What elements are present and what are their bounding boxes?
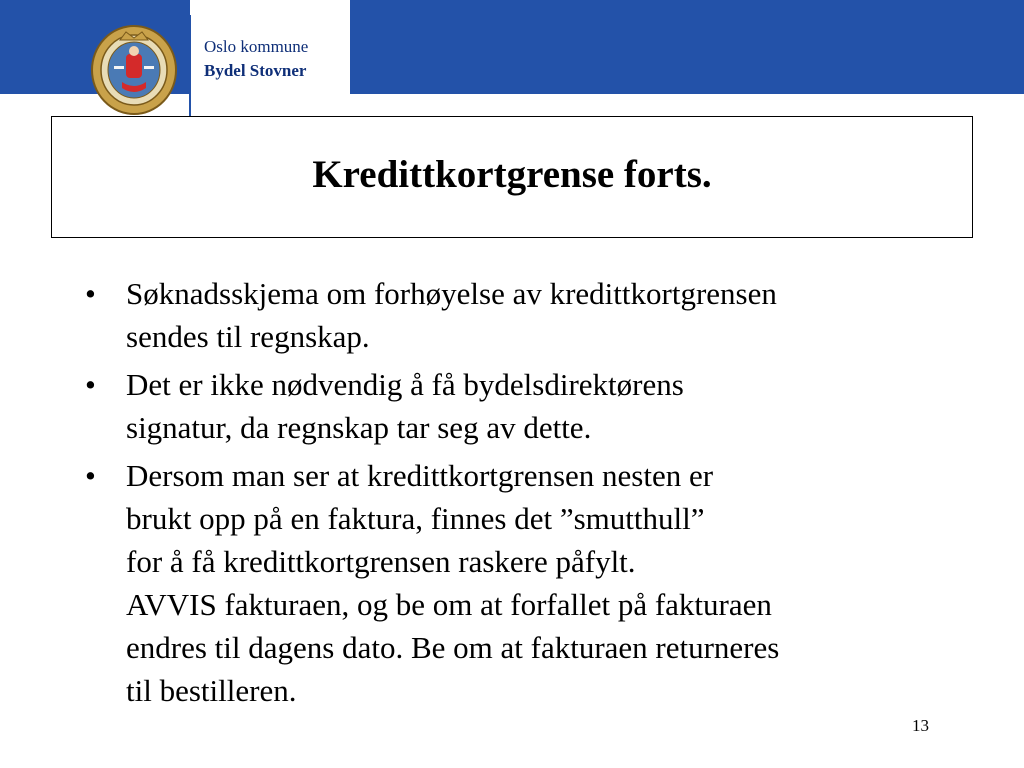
title-box: [51, 116, 973, 238]
page-number: 13: [912, 716, 929, 735]
bullet-line: Dersom man ser at kredittkortgrensen nesten er: [126, 458, 714, 493]
bullet-marker: •: [85, 458, 96, 493]
bullet-line: for å få kredittkortgrensen raskere påfylt.: [126, 544, 636, 579]
bullet-line: signatur, da regnskap tar seg av dette.: [126, 410, 592, 445]
bullet-item: [85, 454, 985, 712]
bullet-item: [85, 272, 985, 358]
bullet-marker: •: [85, 276, 96, 311]
bullet-line: brukt opp på en faktura, finnes det ”smutthull”: [126, 501, 705, 536]
bullet-line: endres til dagens dato. Be om at fakturaen returneres: [126, 630, 780, 665]
organization-unit: Bydel Stovner: [204, 61, 307, 80]
bullet-line: Søknadsskjema om forhøyelse av kredittkortgrensen: [126, 276, 777, 311]
bullet-line: AVVIS fakturaen, og be om at forfallet på fakturaen: [126, 587, 772, 622]
bullet-list: [85, 272, 985, 717]
oslo-city-seal-icon: [90, 20, 178, 116]
organization-name: Oslo kommune: [204, 37, 309, 56]
bullet-line: sendes til regnskap.: [126, 319, 370, 354]
bullet-item: [85, 363, 985, 449]
slide-title: Kredittkortgrense forts.: [312, 152, 712, 196]
bullet-line: Det er ikke nødvendig å få bydelsdirektørens: [126, 367, 684, 402]
bullet-line: til bestilleren.: [126, 673, 297, 708]
bullet-marker: •: [85, 367, 96, 402]
